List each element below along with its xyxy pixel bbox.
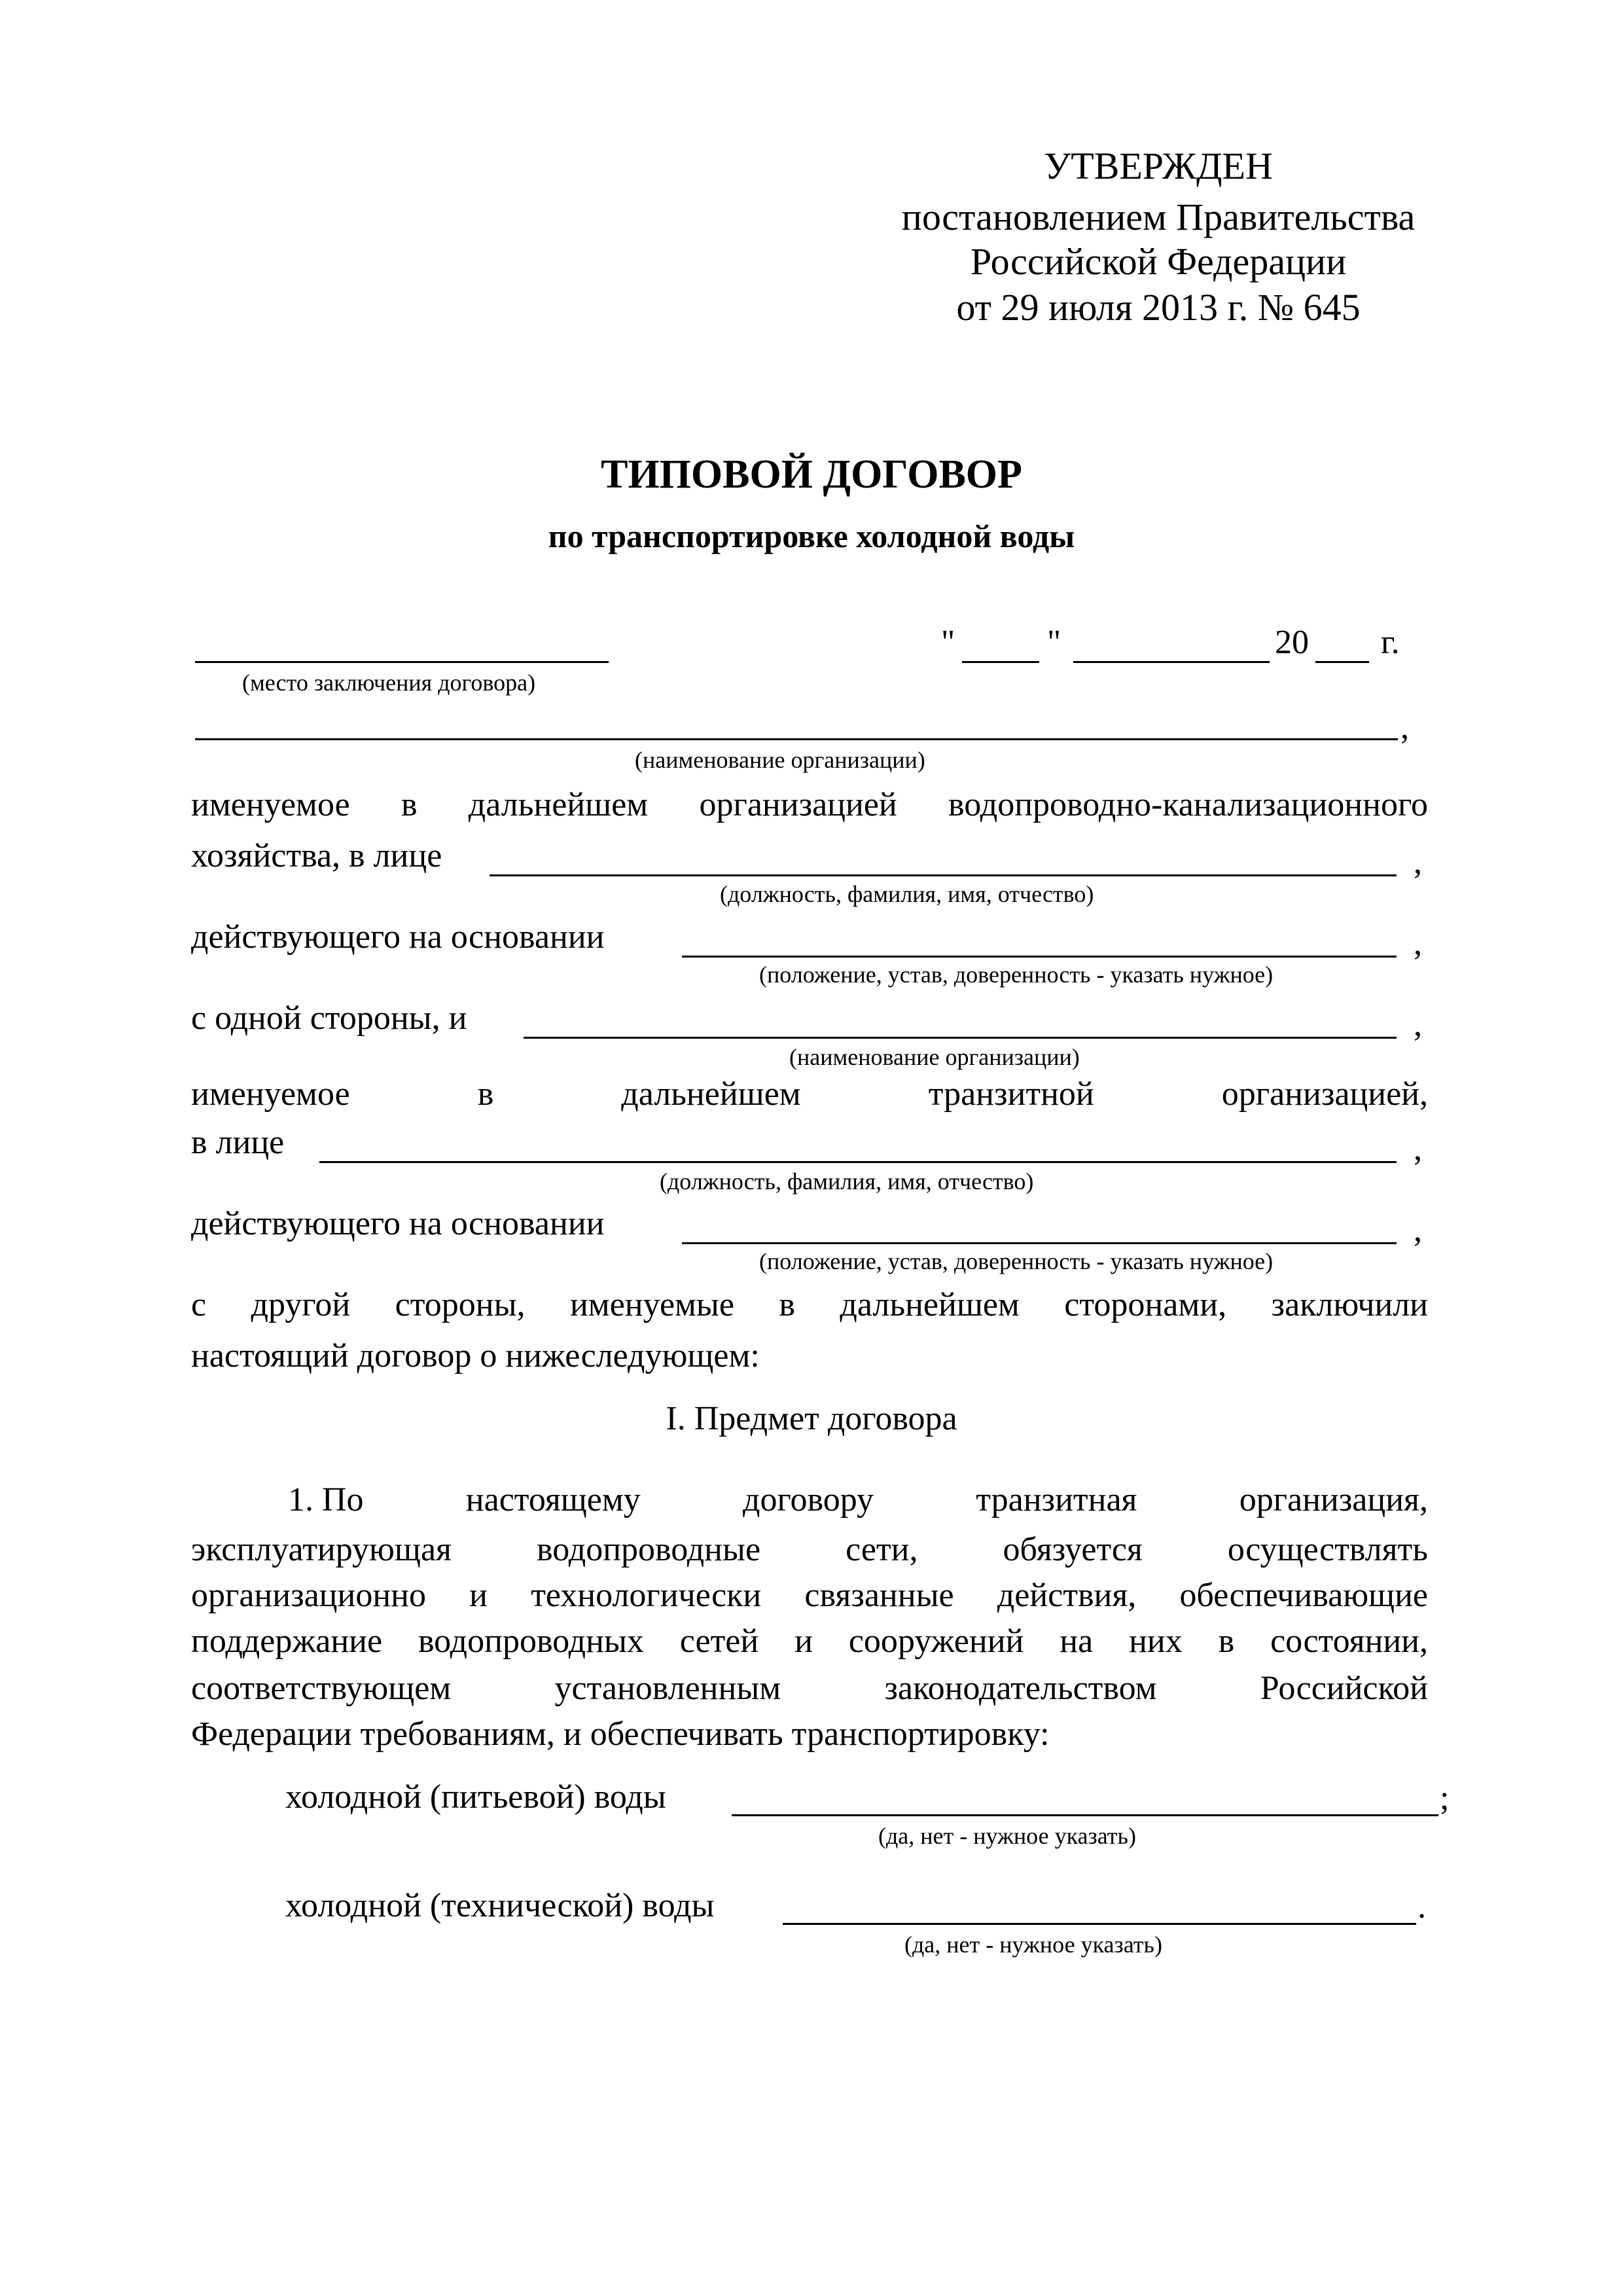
place-hint: (место заключения договора) <box>242 670 536 696</box>
p1-word: эксплуатирующая <box>191 1531 452 1568</box>
p1-word: договору <box>743 1481 874 1518</box>
p1-word: Российской <box>1260 1670 1428 1707</box>
closing-line-1: с другой стороны, именуемые в дальнейшем сторонами, заключили <box>191 1286 1428 1323</box>
party2-basis-label: действующего на основании <box>191 1205 605 1242</box>
party1-person-comma: , <box>1414 844 1422 881</box>
approval-line-3: от 29 июля 2013 г. № 645 <box>956 286 1361 329</box>
technical-water-line[interactable] <box>783 1923 1416 1925</box>
party1-basis-hint: (положение, устав, доверенность - указать нужное) <box>759 961 1274 988</box>
year-prefix: 20 <box>1275 624 1309 661</box>
p1-line-5 <box>191 1669 1428 1708</box>
year-line[interactable] <box>1315 661 1369 663</box>
transit-word: в <box>477 1075 494 1113</box>
party1-line-1: именуемое в дальнейшем организацией водопроводно-канализационного <box>191 786 1428 823</box>
technical-water-label: холодной (технической) воды <box>285 1887 715 1924</box>
p1-word: организация, <box>1239 1481 1428 1518</box>
drinking-water-hint: (да, нет - нужное указать) <box>878 1823 1136 1849</box>
p1-line-3: организационно и технологически связанные действия, обеспечивающие <box>191 1577 1428 1614</box>
org-name-comma-2: , <box>1414 1006 1422 1043</box>
p1-word: соответствующем <box>191 1670 452 1707</box>
transit-word: именуемое <box>191 1075 350 1113</box>
month-line[interactable] <box>1073 661 1270 663</box>
party2-face-label: в лице <box>191 1124 285 1161</box>
technical-water-end: . <box>1418 1888 1426 1926</box>
p1-word: 1. По <box>288 1481 364 1518</box>
party2-side-label: с одной стороны, и <box>191 999 467 1037</box>
drinking-water-end: ; <box>1440 1780 1450 1817</box>
transit-word: транзитной <box>928 1075 1094 1113</box>
approval-title: УТВЕРЖДЕН <box>1044 145 1273 187</box>
p1-line-2 <box>191 1530 1428 1569</box>
party1-basis-line[interactable] <box>682 956 1397 958</box>
technical-water-hint: (да, нет - нужное указать) <box>904 1931 1162 1958</box>
org-name-line-1[interactable] <box>195 738 1398 740</box>
p1-line-1 <box>288 1480 1428 1519</box>
party2-transit-line <box>191 1075 1428 1113</box>
p1-word: осуществлять <box>1227 1531 1428 1568</box>
p1-word: обязуется <box>1003 1531 1143 1568</box>
document-title: ТИПОВОЙ ДОГОВОР <box>601 452 1022 497</box>
drinking-water-label: холодной (питьевой) воды <box>285 1778 666 1816</box>
section-1-heading: I. Предмет договора <box>666 1400 957 1437</box>
org-name-hint-2: (наименование организации) <box>789 1044 1080 1070</box>
transit-word: организацией, <box>1221 1075 1428 1113</box>
party1-face-label: хозяйства, в лице <box>191 837 442 874</box>
party2-person-hint: (должность, фамилия, имя, отчество) <box>660 1168 1034 1194</box>
p1-word: сети, <box>846 1531 918 1568</box>
p1-line-6: Федерации требованиям, и обеспечивать транспортировку: <box>191 1715 1050 1753</box>
approval-line-2: Российской Федерации <box>970 240 1347 283</box>
p1-word: транзитная <box>976 1481 1137 1518</box>
party2-person-comma: , <box>1414 1130 1422 1168</box>
drinking-water-line[interactable] <box>732 1814 1438 1816</box>
party2-basis-line[interactable] <box>682 1242 1397 1244</box>
party1-person-line[interactable] <box>490 874 1397 876</box>
org-name-hint-1: (наименование организации) <box>635 747 925 773</box>
party1-person-hint: (должность, фамилия, имя, отчество) <box>720 881 1094 907</box>
document-subtitle: по транспортировке холодной воды <box>548 518 1075 554</box>
place-line[interactable] <box>195 661 609 663</box>
date-quote-close: " <box>1047 624 1061 661</box>
party2-basis-hint: (положение, устав, доверенность - указать нужное) <box>759 1248 1274 1274</box>
p1-word: настоящему <box>465 1481 641 1518</box>
p1-word: водопроводные <box>537 1531 761 1568</box>
org-name-line-2[interactable] <box>524 1037 1397 1039</box>
transit-word: дальнейшем <box>621 1075 801 1113</box>
party1-basis-label: действующего на основании <box>191 918 605 956</box>
approval-line-1: постановлением Правительства <box>901 196 1416 238</box>
party2-person-line[interactable] <box>319 1161 1397 1163</box>
p1-line-4: поддержание водопроводных сетей и сооружений на них в состоянии, <box>191 1623 1428 1660</box>
year-suffix: г. <box>1381 624 1400 661</box>
party2-basis-comma: , <box>1414 1211 1422 1249</box>
day-line[interactable] <box>962 661 1039 663</box>
p1-word: установленным <box>554 1670 781 1707</box>
party1-basis-comma: , <box>1414 925 1422 962</box>
closing-line-2: настоящий договор о нижеследующем: <box>191 1337 760 1374</box>
date-quote-open: " <box>941 624 955 661</box>
p1-word: законодательством <box>884 1670 1157 1707</box>
org-name-comma-1: , <box>1400 709 1409 746</box>
